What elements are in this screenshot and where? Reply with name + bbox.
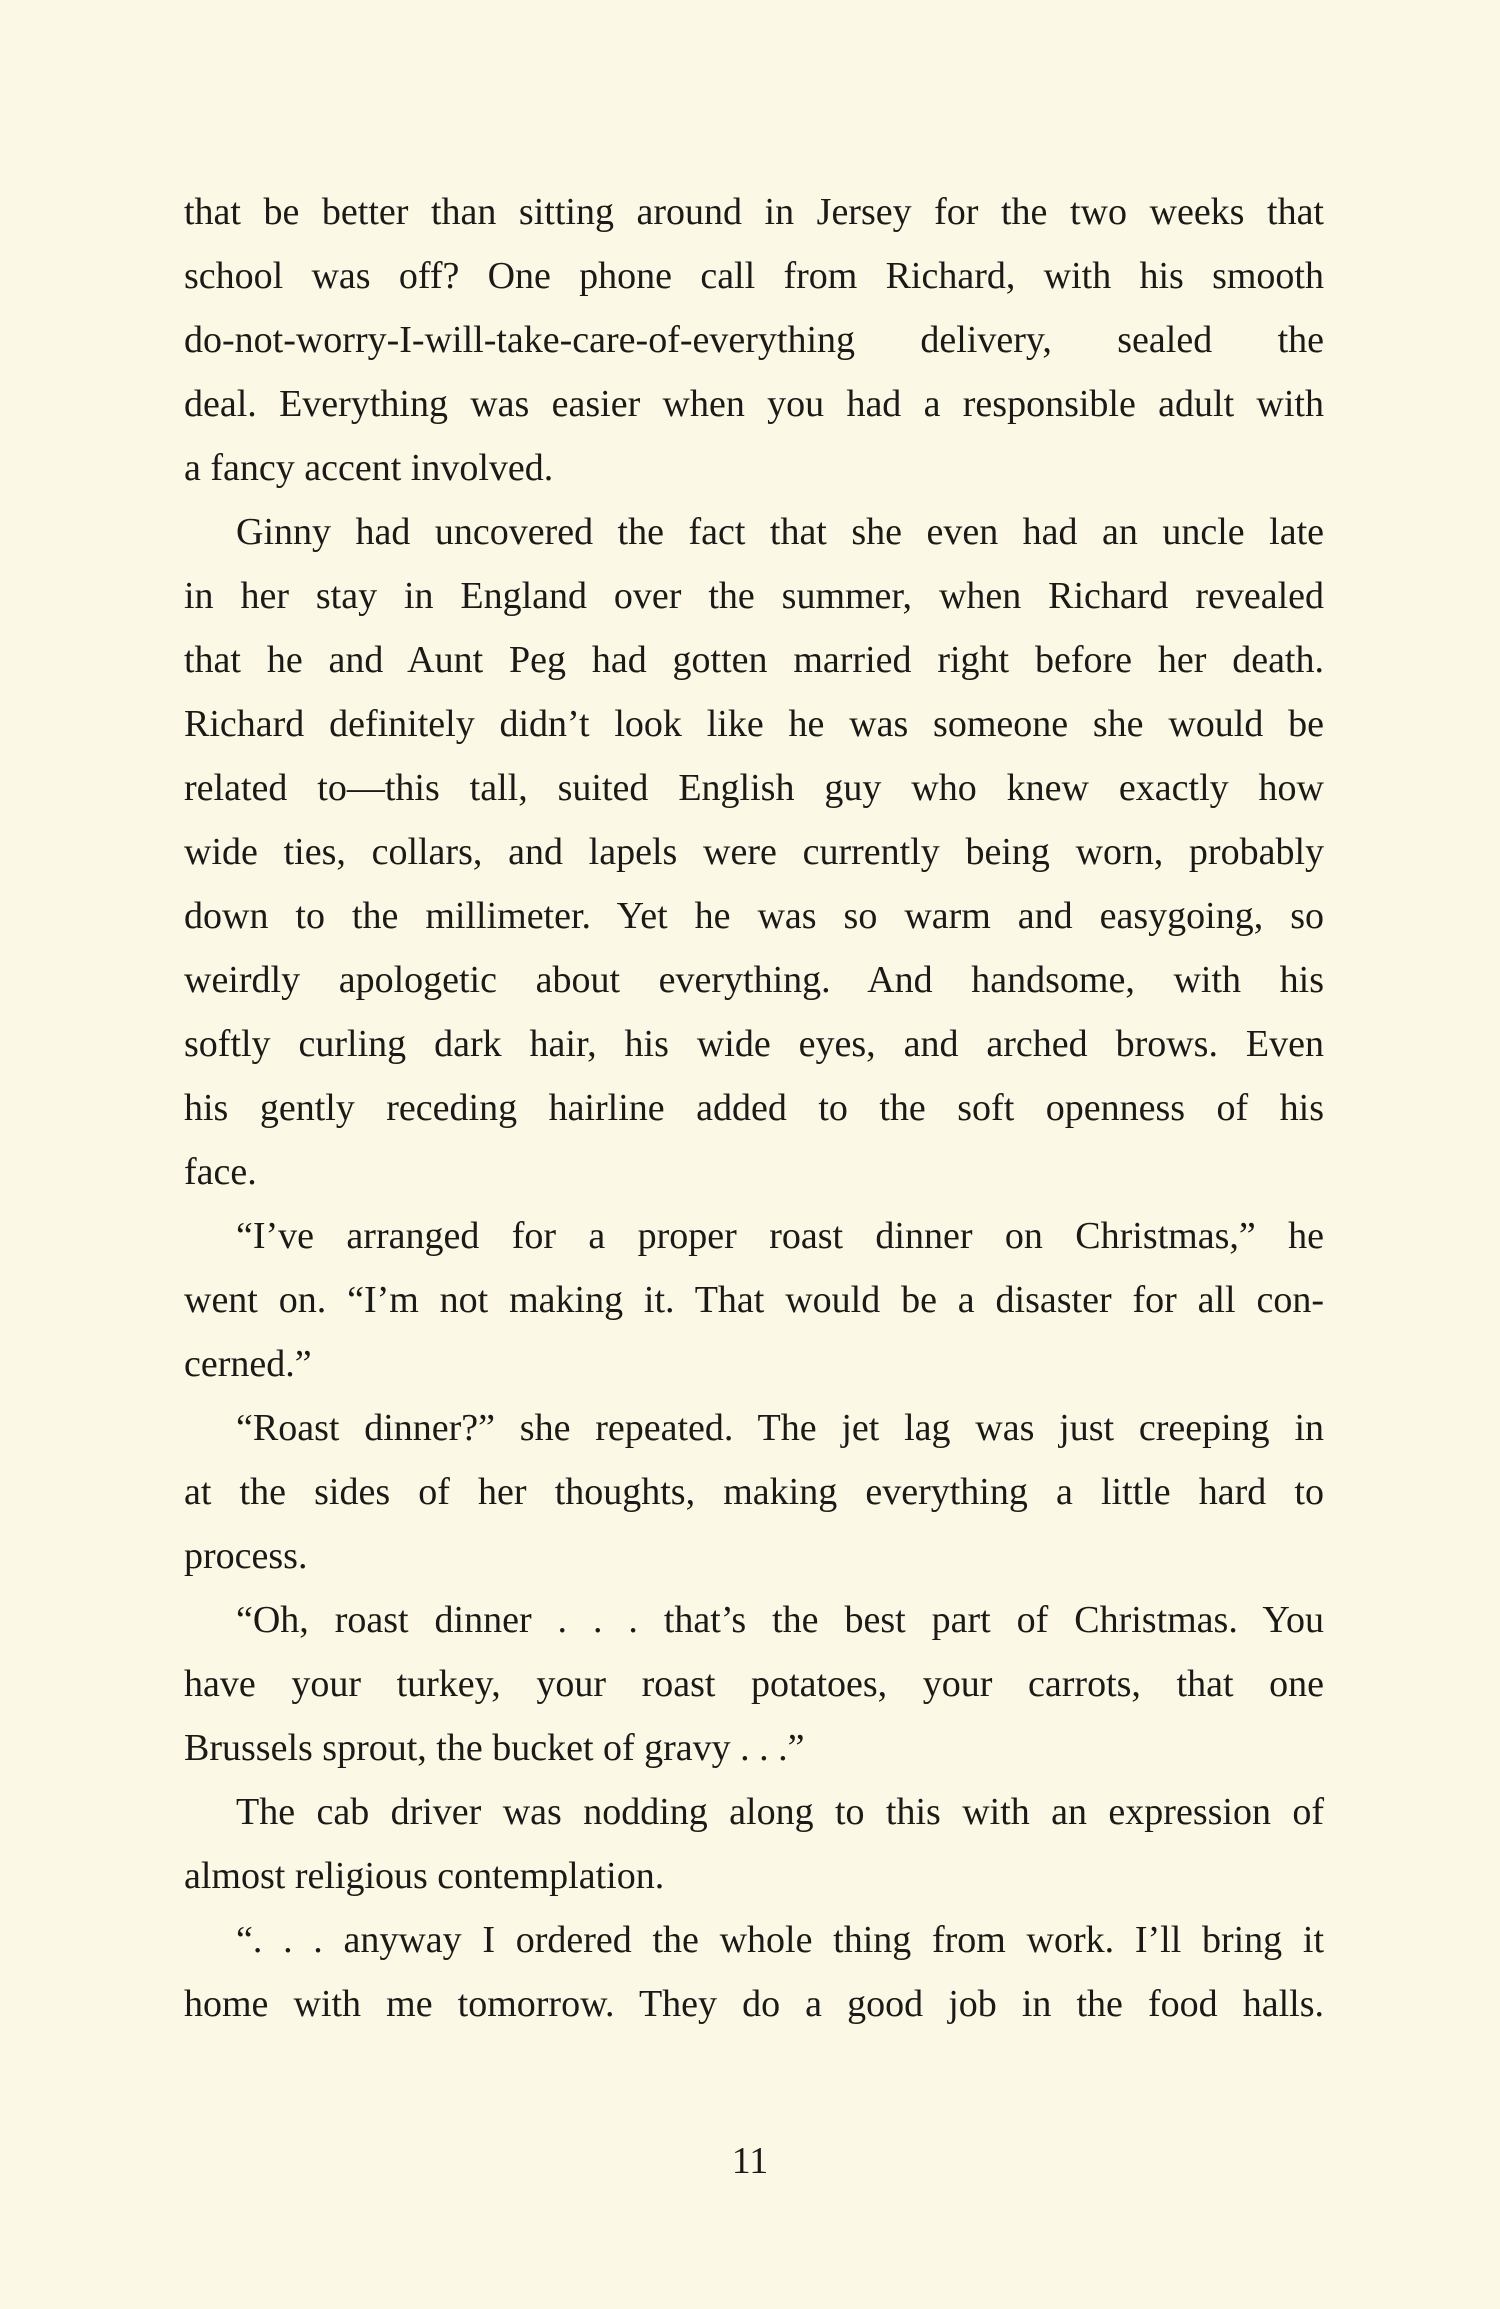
text-line: school was off? One phone call from Richard, with his smooth bbox=[184, 255, 1324, 297]
text-line: at the sides of her thoughts, making everything a little hard to bbox=[184, 1471, 1324, 1513]
text-line: process. bbox=[184, 1535, 308, 1577]
text-line: Ginny had uncovered the fact that she even had an uncle late bbox=[236, 511, 1324, 553]
text-line: cerned.” bbox=[184, 1343, 312, 1385]
page-number: 11 bbox=[731, 2140, 769, 2182]
text-line: wide ties, collars, and lapels were currently being worn, probably bbox=[184, 831, 1324, 873]
text-line: went on. “I’m not making it. That would be a disaster for all con- bbox=[184, 1279, 1324, 1321]
text-line: weirdly apologetic about everything. And handsome, with his bbox=[184, 959, 1324, 1001]
text-line: a fancy accent involved. bbox=[184, 447, 554, 489]
text-line: The cab driver was nodding along to this with an expression of bbox=[236, 1791, 1324, 1833]
text-line: his gently receding hairline added to the soft openness of his bbox=[184, 1087, 1324, 1129]
text-line: “I’ve arranged for a proper roast dinner on Christmas,” he bbox=[236, 1215, 1324, 1257]
text-line: related to—this tall, suited English guy who knew exactly how bbox=[184, 767, 1324, 809]
text-line: home with me tomorrow. They do a good job in the food halls. bbox=[184, 1983, 1324, 2025]
text-line: “Roast dinner?” she repeated. The jet lag was just creeping in bbox=[236, 1407, 1324, 1449]
text-line: in her stay in England over the summer, when Richard revealed bbox=[184, 575, 1324, 617]
text-line: that he and Aunt Peg had gotten married right before her death. bbox=[184, 639, 1324, 681]
text-line: “Oh, roast dinner . . . that’s the best part of Christmas. You bbox=[236, 1599, 1324, 1641]
text-line: do-not-worry-I-will-take-care-of-everything delivery, sealed the bbox=[184, 319, 1324, 361]
text-line: almost religious contemplation. bbox=[184, 1855, 665, 1897]
text-line: deal. Everything was easier when you had a responsible adult with bbox=[184, 383, 1324, 425]
text-line: that be better than sitting around in Jersey for the two weeks that bbox=[184, 191, 1324, 233]
text-line: have your turkey, your roast potatoes, your carrots, that one bbox=[184, 1663, 1324, 1705]
text-line: Richard definitely didn’t look like he was someone she would be bbox=[184, 703, 1324, 745]
text-line: face. bbox=[184, 1151, 257, 1193]
text-line: “. . . anyway I ordered the whole thing from work. I’ll bring it bbox=[236, 1919, 1324, 1961]
body-text bbox=[184, 180, 1324, 2036]
text-line: down to the millimeter. Yet he was so warm and easygoing, so bbox=[184, 895, 1324, 937]
text-line: softly curling dark hair, his wide eyes, and arched brows. Even bbox=[184, 1023, 1324, 1065]
text-line: Brussels sprout, the bucket of gravy . . .” bbox=[184, 1727, 805, 1769]
